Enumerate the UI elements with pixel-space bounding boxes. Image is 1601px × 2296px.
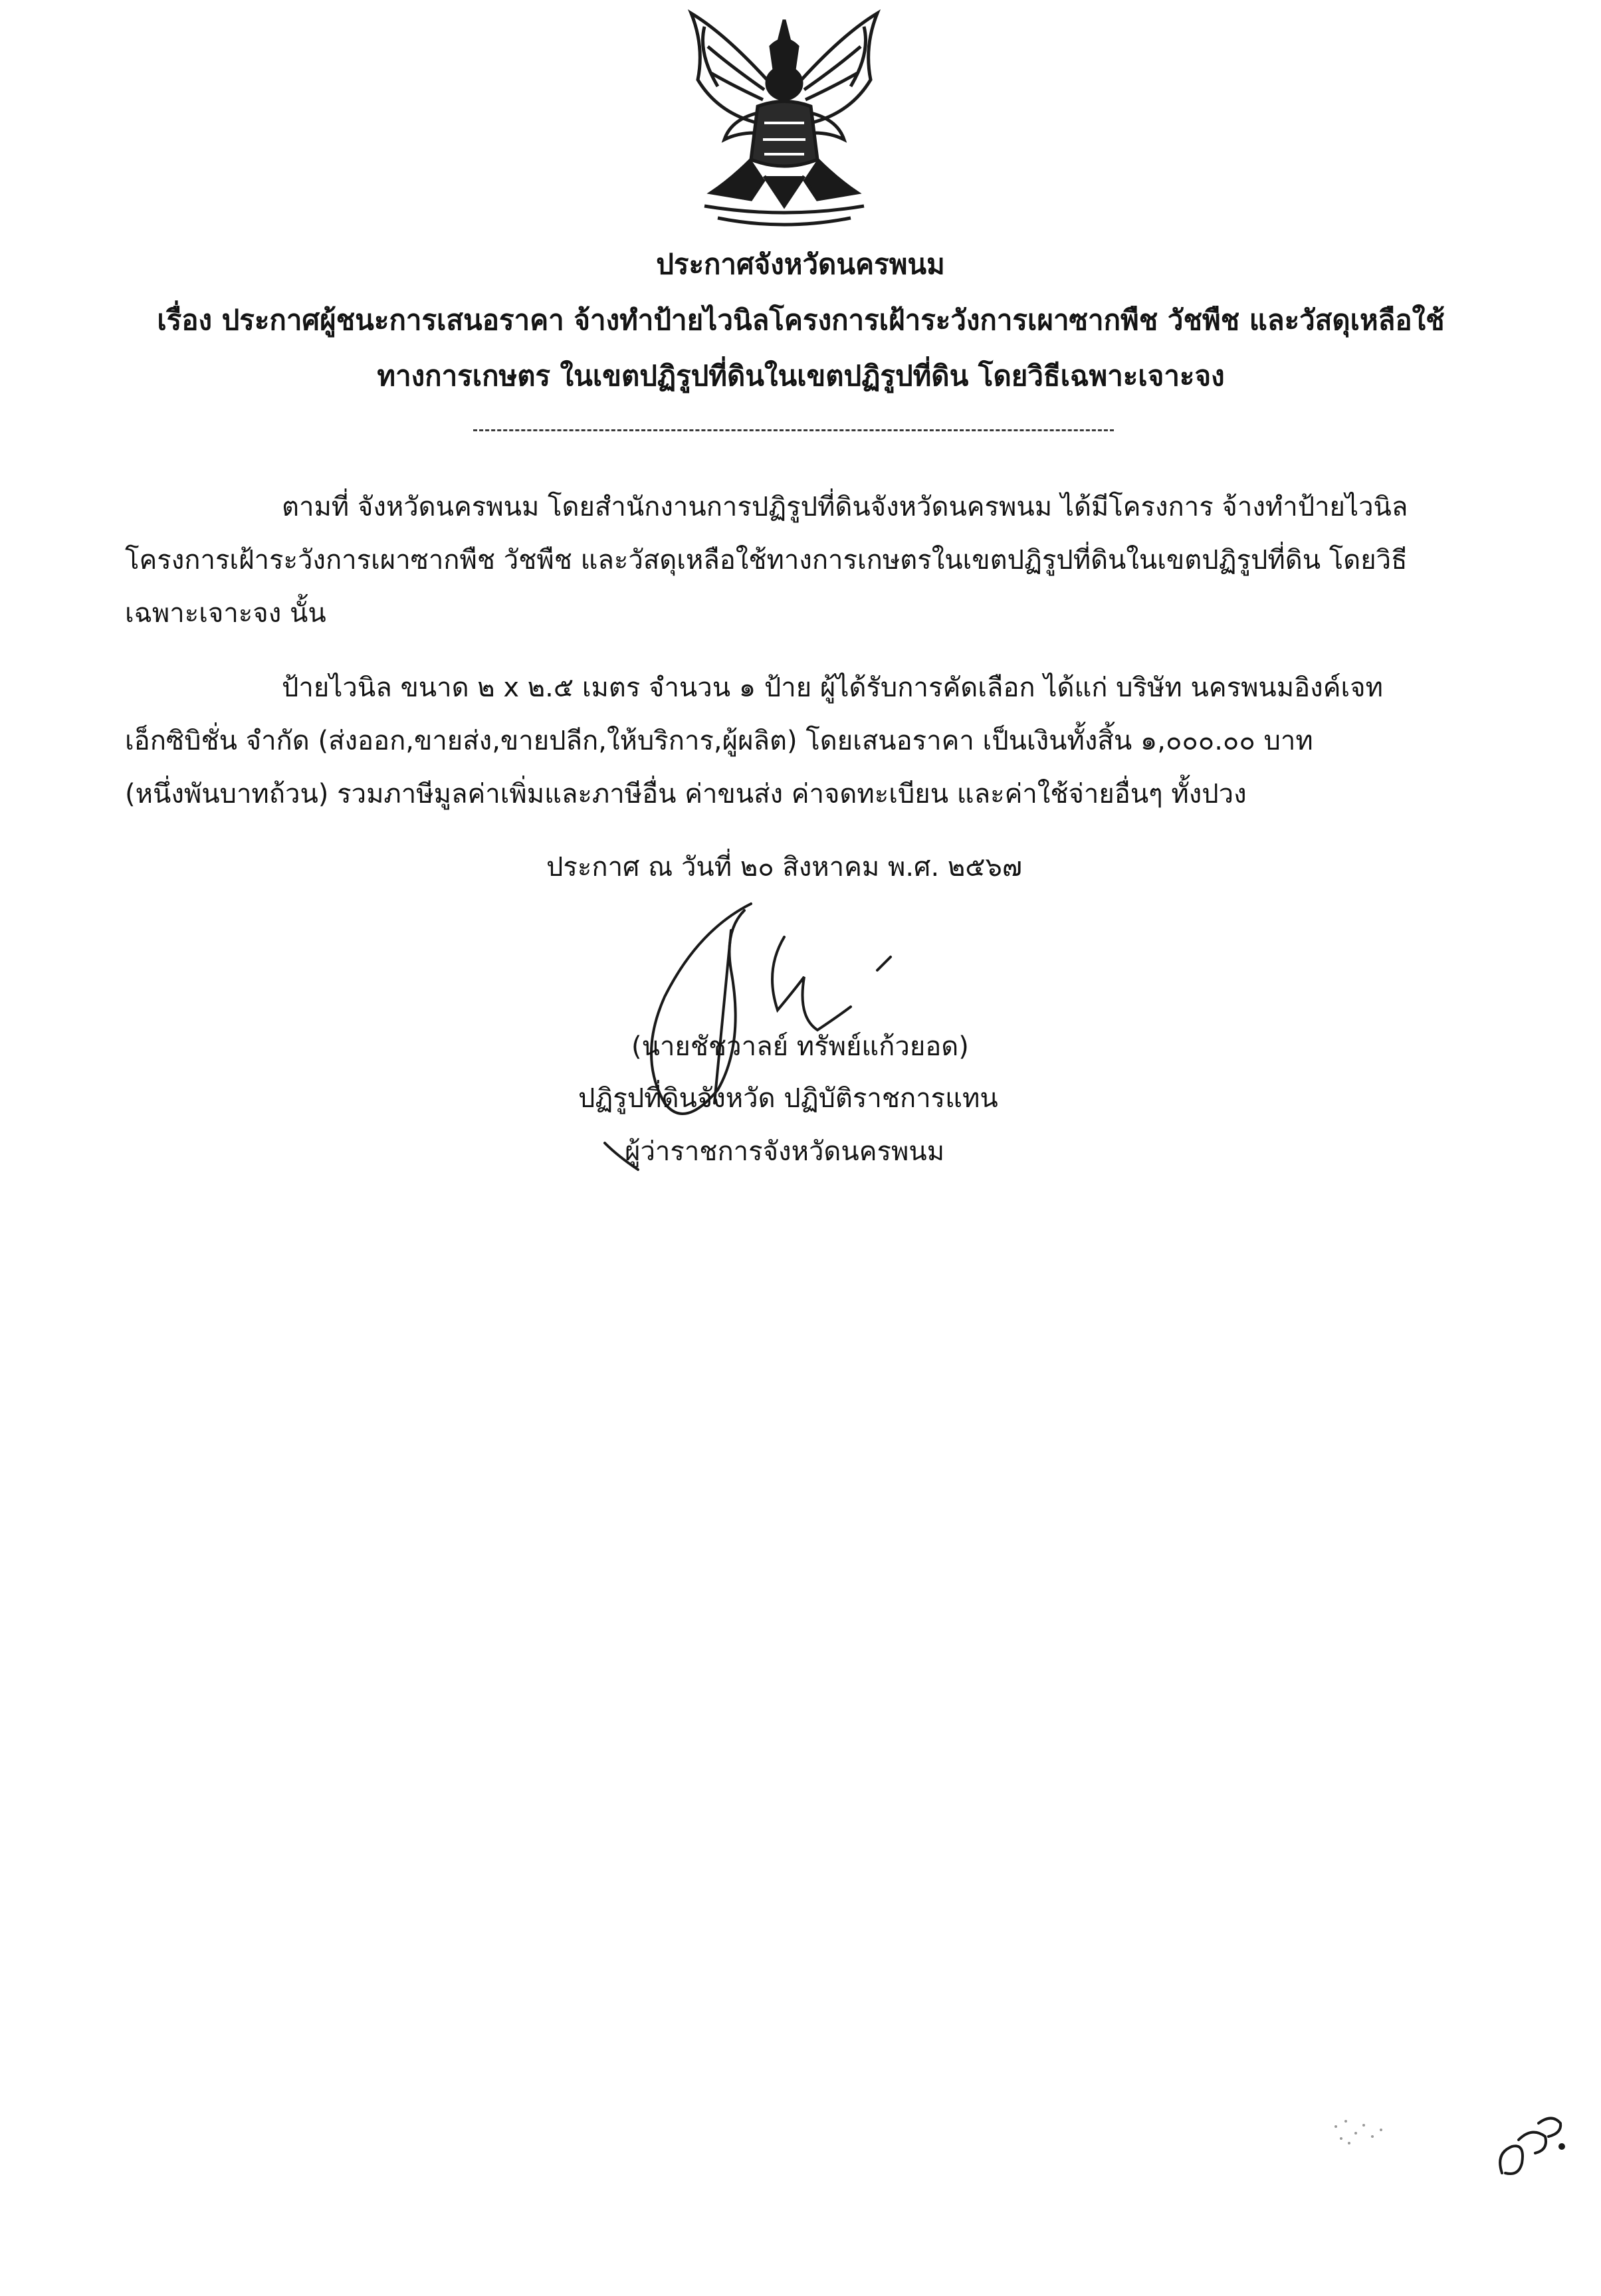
garuda-emblem-icon xyxy=(678,7,891,233)
announcement-date: ประกาศ ณ วันที่ ๒๐ สิงหาคม พ.ศ. ๒๕๖๗ xyxy=(546,852,1022,883)
paragraph-2-line-3: (หนึ่งพันบาทถ้วน) รวมภาษีมูลค่าเพิ่มและภาษีอื่น ค่าขนส่ง ค่าจดทะเบียน และค่าใช้จ่ายอื่นๆ ทั้งปวง xyxy=(125,779,1247,809)
paragraph-2-line-1: ป้ายไวนิล ขนาด ๒ x ๒.๕ เมตร จำนวน ๑ ป้าย ผู้ได้รับการคัดเลือก ได้แก่ บริษัท นครพนมอิงค์เจท xyxy=(282,673,1383,703)
paragraph-1-line-1: ตามที่ จังหวัดนครพนม โดยสำนักงานการปฏิรูปที่ดินจังหวัดนครพนม ได้มีโครงการ จ้างทำป้ายไวนิล xyxy=(282,492,1408,522)
signatory-position-2: ผู้ว่าราชการจังหวัดนครพนม xyxy=(625,1136,945,1167)
paragraph-2-line-2: เอ็กซิบิชั่น จำกัด (ส่งออก,ขายส่ง,ขายปลีก,ให้บริการ,ผู้ผลิต) โดยเสนอราคา เป็นเงินทั้งสิ้น ๑,๐๐๐.๐๐ บาท xyxy=(125,726,1313,756)
header-divider xyxy=(473,429,1114,431)
paragraph-1-line-2: โครงการเฝ้าระวังการเผาซากพืช วัชพืช และวัสดุเหลือใช้ทางการเกษตรในเขตปฏิรูปที่ดินในเขตปฏิรูปที่ดิน โดยวิธี xyxy=(125,545,1408,575)
scan-speck-mark xyxy=(1323,2107,1402,2160)
subject-line-1: เรื่อง ประกาศผู้ชนะการเสนอราคา จ้างทำป้ายไวนิลโครงการเฝ้าระวังการเผาซากพืช วัชพืช และวัสดุเหลือใช้ xyxy=(157,304,1445,336)
subject-line-2: ทางการเกษตร ในเขตปฏิรูปที่ดินในเขตปฏิรูปที่ดิน โดยวิธีเฉพาะเจาะจง xyxy=(377,360,1225,392)
signatory-name: (นายชัชวาลย์ ทรัพย์แก้วยอด) xyxy=(631,1031,969,1062)
paragraph-1-line-3: เฉพาะเจาะจง นั้น xyxy=(125,598,326,629)
issuing-authority: ประกาศจังหวัดนครพนม xyxy=(656,248,945,280)
signatory-position-1: ปฏิรูปที่ดินจังหวัด ปฏิบัติราชการแทน xyxy=(578,1083,998,1114)
marginal-initials-mark xyxy=(1482,2100,1575,2193)
